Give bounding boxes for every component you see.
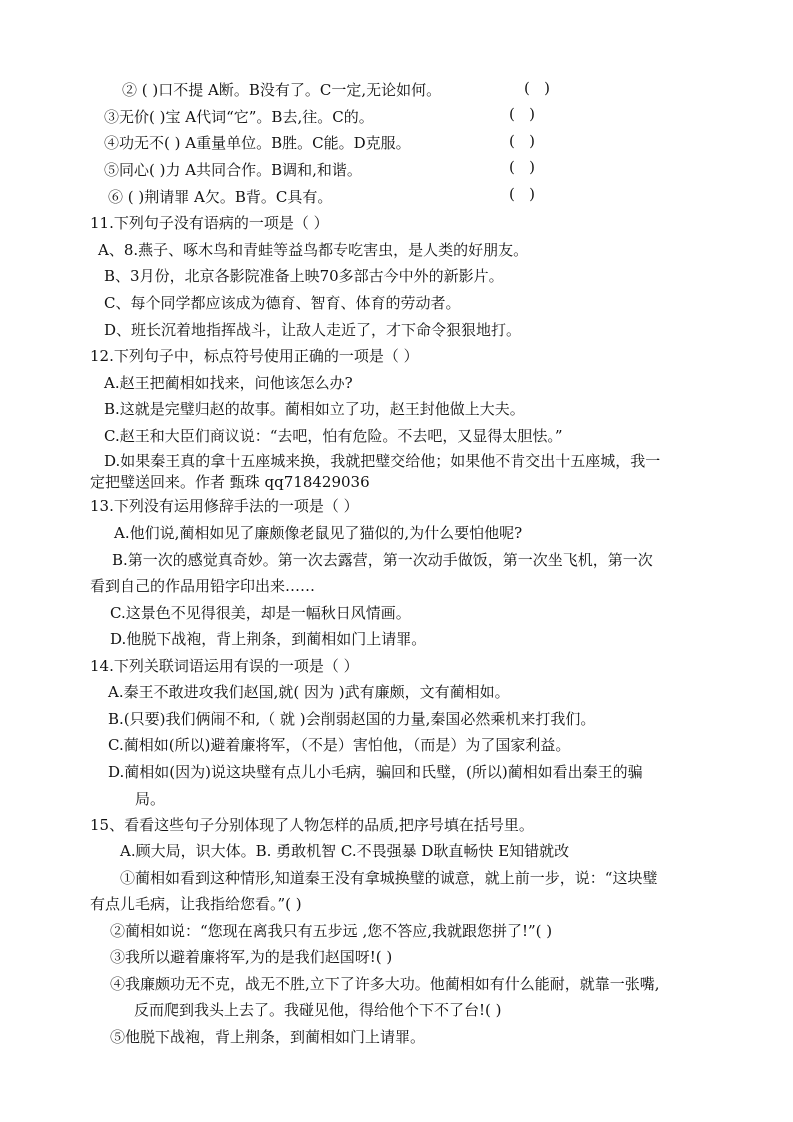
q11-option-c: C、每个同学都应该成为德育、智育、体育的劳动者。	[104, 294, 461, 312]
q13-option-c: C.这景色不见得很美，却是一幅秋日风情画。	[110, 604, 411, 622]
q13-option-a: A.他们说,蔺相如见了廉颇像老鼠见了猫似的,为什么要怕他呢?	[114, 524, 523, 542]
q10-item-4	[104, 133, 411, 153]
q12-title: 12.下列句子中，标点符号使用正确的一项是（ ）	[90, 347, 419, 365]
q11-option-b: B、3月份，北京各影院准备上映70多部古今中外的新影片。	[104, 267, 504, 285]
q11-option-a: A、8.燕子、啄木鸟和青蛙等益鸟都专吃害虫，是人类的好朋友。	[98, 241, 529, 259]
q15-choices: A.顾大局，识大体。B. 勇敢机智 C.不畏强暴 D耿直畅快 E知错就改	[120, 842, 570, 860]
q15-item-1-continued: 有点儿毛病，让我指给您看。”( )	[90, 895, 302, 913]
q15-item-4-continued: 反而爬到我头上去了。我碰见他，得给他个下不了台!( )	[134, 1001, 502, 1019]
q15-title: 15、看看这些句子分别体现了人物怎样的品质,把序号填在括号里。	[90, 816, 534, 834]
q10-item-6	[108, 187, 332, 207]
q15-item-3: ③我所以避着廉将军,为的是我们赵国呀!( )	[110, 948, 393, 966]
q10-item-5-answer-paren[interactable]: ( )	[509, 158, 536, 176]
q13-title: 13.下列没有运用修辞手法的一项是（ ）	[90, 497, 359, 515]
q10-item-5	[104, 160, 362, 180]
q10-item-4-answer-paren[interactable]: ( )	[509, 132, 536, 150]
q15-item-1: ①蔺相如看到这种情形,知道秦王没有拿城换璧的诚意，就上前一步，说：“这块璧	[120, 869, 658, 887]
q14-option-d-continued: 局。	[135, 790, 166, 808]
q10-item-3	[104, 107, 374, 127]
q13-option-b-continued: 看到自己的作品用铅字印出来……	[90, 577, 316, 595]
q11-title: 11.下列句子没有语病的一项是（ ）	[90, 214, 329, 232]
q10-item-4-number: ④	[104, 134, 120, 152]
q14-option-d: D.蔺相如(因为)说这块璧有点儿小毛病，骗回和氏璧，(所以)蔺相如看出秦王的骗	[108, 763, 643, 781]
q15-item-5: ⑤他脱下战袍，背上荆条，到蔺相如门上请罪。	[110, 1028, 426, 1046]
q10-item-2	[122, 80, 441, 100]
q11-option-d: D、班长沉着地指挥战斗，让敌人走近了，才下命令狠狠地打。	[104, 321, 522, 339]
q14-option-a: A.秦王不敢进攻我们赵国,就( 因为 )武有廉颇，文有蔺相如。	[108, 683, 510, 701]
q10-item-5-number: ⑤	[104, 161, 120, 179]
q12-option-a: A.赵王把蔺相如找来，问他该怎么办?	[104, 374, 353, 392]
q13-option-b: B.第一次的感觉真奇妙。第一次去露营，第一次动手做饭，第一次坐飞机，第一次	[112, 551, 653, 569]
q12-option-d-continued: 定把璧送回来。作者 甄珠 qq718429036	[90, 473, 370, 491]
q15-item-4: ④我廉颇功无不克，战无不胜,立下了许多大功。他蔺相如有什么能耐，就靠一张嘴,	[110, 975, 660, 993]
q10-item-2-text: ( )口不提 A断。B没有了。C一定,无论如何。	[141, 81, 442, 99]
q10-item-5-text: 同心( )力 A共同合作。B调和,和谐。	[119, 161, 362, 179]
q10-item-3-number: ③	[104, 108, 120, 126]
q10-item-4-text: 功无不( ) A重量单位。B胜。C能。D克服。	[119, 134, 411, 152]
q10-item-6-text: ( )荆请罪 A欠。B背。C具有。	[127, 188, 333, 206]
q10-item-6-number: ⑥	[108, 188, 124, 206]
q14-option-b: B.(只要)我们俩闹不和,（ 就 )会削弱赵国的力量,秦国必然乘机来打我们。	[108, 710, 596, 728]
q10-item-3-text: 无价( )宝 A代词“它”。B去,往。C的。	[119, 108, 374, 126]
q13-option-d: D.他脱下战袍，背上荆条，到蔺相如门上请罪。	[110, 630, 427, 648]
q10-item-3-answer-paren[interactable]: ( )	[509, 105, 536, 123]
q10-item-2-answer-paren[interactable]: ( )	[524, 79, 551, 97]
q14-title: 14.下列关联词语运用有误的一项是（ ）	[90, 657, 359, 675]
q14-option-c: C.蔺相如(所以)避着廉将军，（不是）害怕他，（而是）为了国家利益。	[108, 736, 571, 754]
q12-option-c: C.赵王和大臣们商议说：“去吧，怕有危险。不去吧，又显得太胆怯。”	[104, 427, 563, 445]
q15-item-2: ②蔺相如说：“您现在离我只有五步远 ,您不答应,我就跟您拼了!”( )	[110, 922, 553, 940]
q12-option-b: B.这就是完璧归赵的故事。蔺相如立了功，赵王封他做上大夫。	[104, 400, 525, 418]
q10-item-2-number: ②	[122, 81, 138, 99]
q12-option-d: D.如果秦王真的拿十五座城来换，我就把璧交给他；如果他不肯交出十五座城，我一	[104, 452, 661, 470]
q10-item-6-answer-paren[interactable]: ( )	[509, 185, 536, 203]
